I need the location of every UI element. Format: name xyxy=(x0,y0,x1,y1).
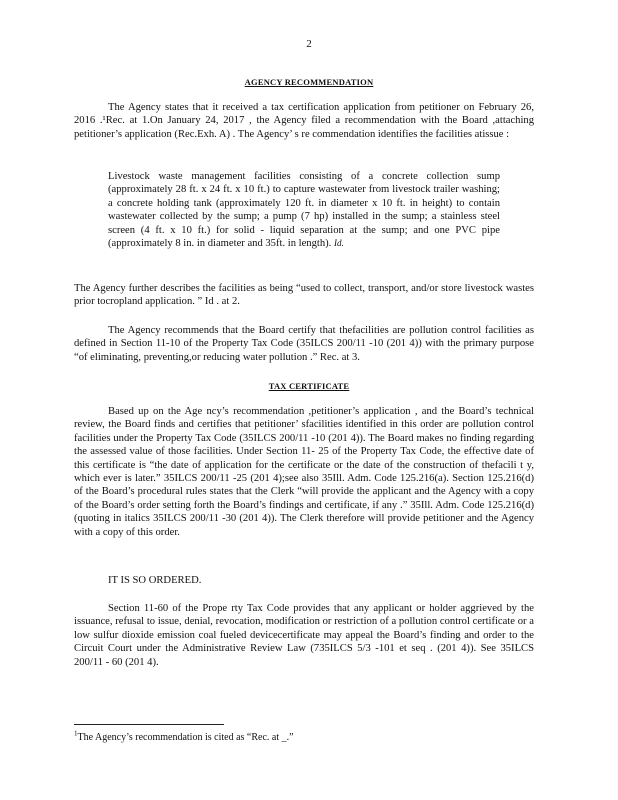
paragraph-board-finds: Based up on the Age ncy’s recommendation ,petitioner’s application , and the Board’s technical review, the Board finds and certifies that petitioner’ sfacilities identified in this order are pollution control facilities under the Property Tax Code (35ILCS 200/11 -10 (201 4)). The Board makes no finding regarding the assessed value of those facilities. Under Section 11- 25 of the Property Tax Code, the effective date of this certificate is “the date of application for the certificate or the date of the construction of thefacili t y, which ever is later.” 35ILCS 200/11 -25 (201 4);see also 35Ill. Adm. Code 125.216(a). Section 125.216(d) of the Board’s procedural rules states that the Clerk “will provide the applicant and the Agency with a copy of the Board’s order setting forth the Board’s findings and certificate, if any .” 35Ill. Adm. Code 125.216(d) (quoting in italics 35ILCS 200/11 -30 (201 4)). The Clerk therefore will provide petitioner and the Agency with a copy of this order. xyxy=(74,406,534,538)
section-heading-agency-recommendation xyxy=(0,76,618,89)
heading-text: TAX CERTIFICATE xyxy=(268,381,350,391)
footnote xyxy=(74,731,294,744)
paragraph-agency-received: The Agency states that it received a tax certification application from petitioner on February 26, 2016 .¹Rec. at 1.On January 24, 2017 , the Agency filed a recommendation with the Board ,attaching petitioner’s application (Rec.Exh. A) . The Agency’ s re commendation identifies the facilities atissue : xyxy=(74,102,534,140)
paragraph-agency-recommends: The Agency recommends that the Board certify that thefacilities are pollution control facilities as defined in Section 11-10 of the Property Tax Code (35ILCS 200/11 -10 (201 4)) with the primary purpose “of eliminating, preventing,or reducing water pollution .” Rec. at 3. xyxy=(74,325,534,363)
quote-text: Livestock waste management facilities consisting of a concrete collection sump (approximately 28 ft. x 24 ft. x 10 ft.) to capture wastewater from livestock trailer washing; a concrete holding tank (approximately 120 ft. in diameter x 10 ft. in height) to contain wastewater collected by the sump; a pump (7 hp) installed in the sump; a stainless steel screen (4 ft. x 10 ft.) for solid - liquid separation at the sump; and one PVC pipe (approximately 8 in. in diameter and 35ft. in length). xyxy=(108,171,500,250)
page-number: 2 xyxy=(306,38,312,50)
order-statement: IT IS SO ORDERED. xyxy=(108,575,202,586)
paragraph-agency-describes: The Agency further describes the facilities as being “used to collect, transport, and/or store livestock wastes prior tocropland application. ” Id . at 2. xyxy=(74,283,534,308)
footnote-text: The Agency’s recommendation is cited as “Rec. at _.” xyxy=(77,732,294,743)
heading-text: AGENCY RECOMMENDATION xyxy=(244,77,374,87)
section-heading-tax-certificate xyxy=(0,380,618,393)
block-quote-facilities xyxy=(108,170,500,250)
footnote-marker: 1 xyxy=(74,729,78,738)
footnote-divider xyxy=(74,724,224,725)
paragraph-appeal-rights: Section 11-60 of the Prope rty Tax Code provides that any applicant or holder aggrieved by the issuance, refusal to issue, denial, revocation, modification or restriction of a pollution control certificate or a low sulfur dioxide emission coal fueled devicecertificate may appeal the Board’s finding and order to the Circuit Court under the Administrative Review Law (735ILCS 5/3 -101 et seq . (201 4)). See 35ILCS 200/11 - 60 (201 4). xyxy=(74,603,534,668)
quote-citation: Id. xyxy=(333,238,344,249)
